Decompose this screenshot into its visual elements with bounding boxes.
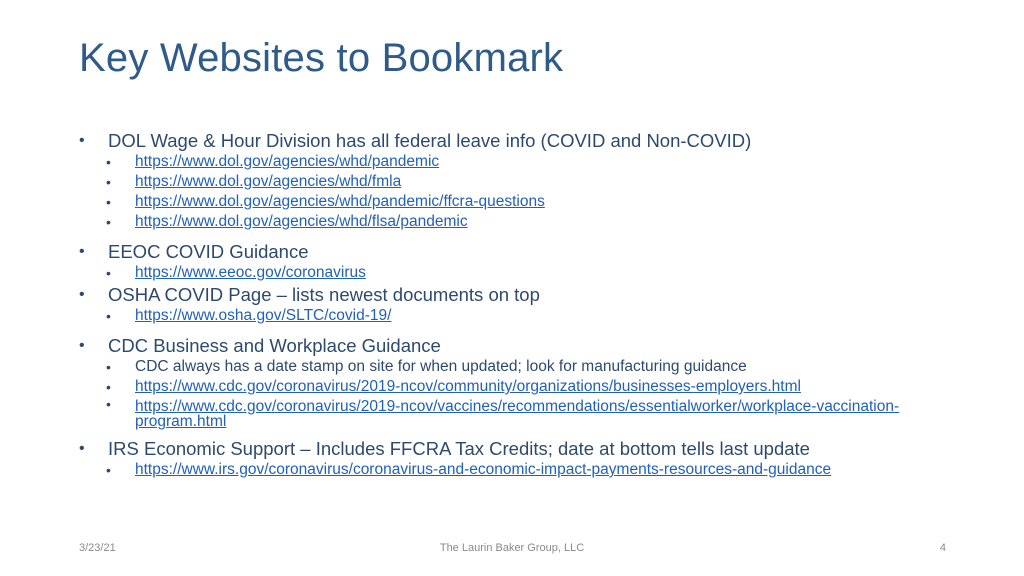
bullet-dot-icon: • xyxy=(79,337,85,354)
bullet-eeoc xyxy=(79,241,939,263)
bullet-dot-icon: • xyxy=(79,132,85,149)
bullet-osha xyxy=(79,284,939,306)
bullet-dot-icon: • xyxy=(106,308,111,324)
page-title: Key Websites to Bookmark xyxy=(79,36,564,80)
link-dol-pandemic[interactable]: https://www.dol.gov/agencies/whd/pandemic xyxy=(135,153,440,170)
sub-item xyxy=(106,460,935,480)
sub-item xyxy=(106,192,935,212)
bullet-dot-icon: • xyxy=(106,462,111,478)
link-dol-fmla[interactable]: https://www.dol.gov/agencies/whd/fmla xyxy=(135,173,402,190)
bullet-text: CDC Business and Workplace Guidance xyxy=(108,335,441,356)
bullet-dot-icon: • xyxy=(106,214,111,230)
bullet-dot-icon: • xyxy=(106,194,111,210)
bullet-dot-icon: • xyxy=(79,243,85,260)
bullet-dot-icon: • xyxy=(106,154,111,170)
link-eeoc-coronavirus[interactable]: https://www.eeoc.gov/coronavirus xyxy=(135,264,366,281)
footer-date: 3/23/21 xyxy=(79,542,116,554)
bullet-dot-icon: • xyxy=(106,265,111,281)
link-irs-economic-impact[interactable]: https://www.irs.gov/coronavirus/coronavirus-and-economic-impact-payments-resources-and-guidance xyxy=(135,461,832,478)
bullet-dot-icon: • xyxy=(106,396,111,412)
footer-company: The Laurin Baker Group, LLC xyxy=(439,542,585,554)
sub-item xyxy=(106,152,935,172)
sub-item-text: CDC always has a date stamp on site for when updated; look for manufacturing guidance xyxy=(135,358,747,375)
link-osha-covid[interactable]: https://www.osha.gov/SLTC/covid-19/ xyxy=(135,307,392,324)
sub-item xyxy=(106,357,935,377)
bullet-dot-icon: • xyxy=(106,174,111,190)
bullet-cdc xyxy=(79,335,939,357)
bullet-dol xyxy=(79,130,939,152)
link-dol-flsa-pandemic[interactable]: https://www.dol.gov/agencies/whd/flsa/pandemic xyxy=(135,213,468,230)
footer-page-number: 4 xyxy=(939,542,946,554)
link-cdc-workplace-vaccination[interactable]: https://www.cdc.gov/coronavirus/2019-ncov/vaccines/recommendations/essentialworker/workplace-vaccination-program.html xyxy=(135,398,900,430)
bullet-dot-icon: • xyxy=(106,359,111,375)
sub-item xyxy=(106,212,935,232)
bullet-text: DOL Wage & Hour Division has all federal leave info (COVID and Non-COVID) xyxy=(108,130,752,151)
sub-item xyxy=(106,306,935,326)
link-cdc-businesses-employers[interactable]: https://www.cdc.gov/coronavirus/2019-ncov/community/organizations/businesses-employers.html xyxy=(135,378,801,395)
bullet-text: IRS Economic Support – Includes FFCRA Tax Credits; date at bottom tells last update xyxy=(108,438,810,459)
sub-item xyxy=(106,396,935,430)
sub-item xyxy=(106,377,935,397)
sub-item xyxy=(106,263,935,283)
sub-item xyxy=(106,172,935,192)
bullet-dot-icon: • xyxy=(79,440,85,457)
bullet-dot-icon: • xyxy=(79,286,85,303)
bullet-text: EEOC COVID Guidance xyxy=(108,241,309,262)
link-dol-ffcra-questions[interactable]: https://www.dol.gov/agencies/whd/pandemic/ffcra-questions xyxy=(135,193,545,210)
bullet-dot-icon: • xyxy=(106,379,111,395)
bullet-irs xyxy=(79,438,939,460)
bullet-text: OSHA COVID Page – lists newest documents on top xyxy=(108,284,540,305)
bullet-list xyxy=(79,130,939,480)
